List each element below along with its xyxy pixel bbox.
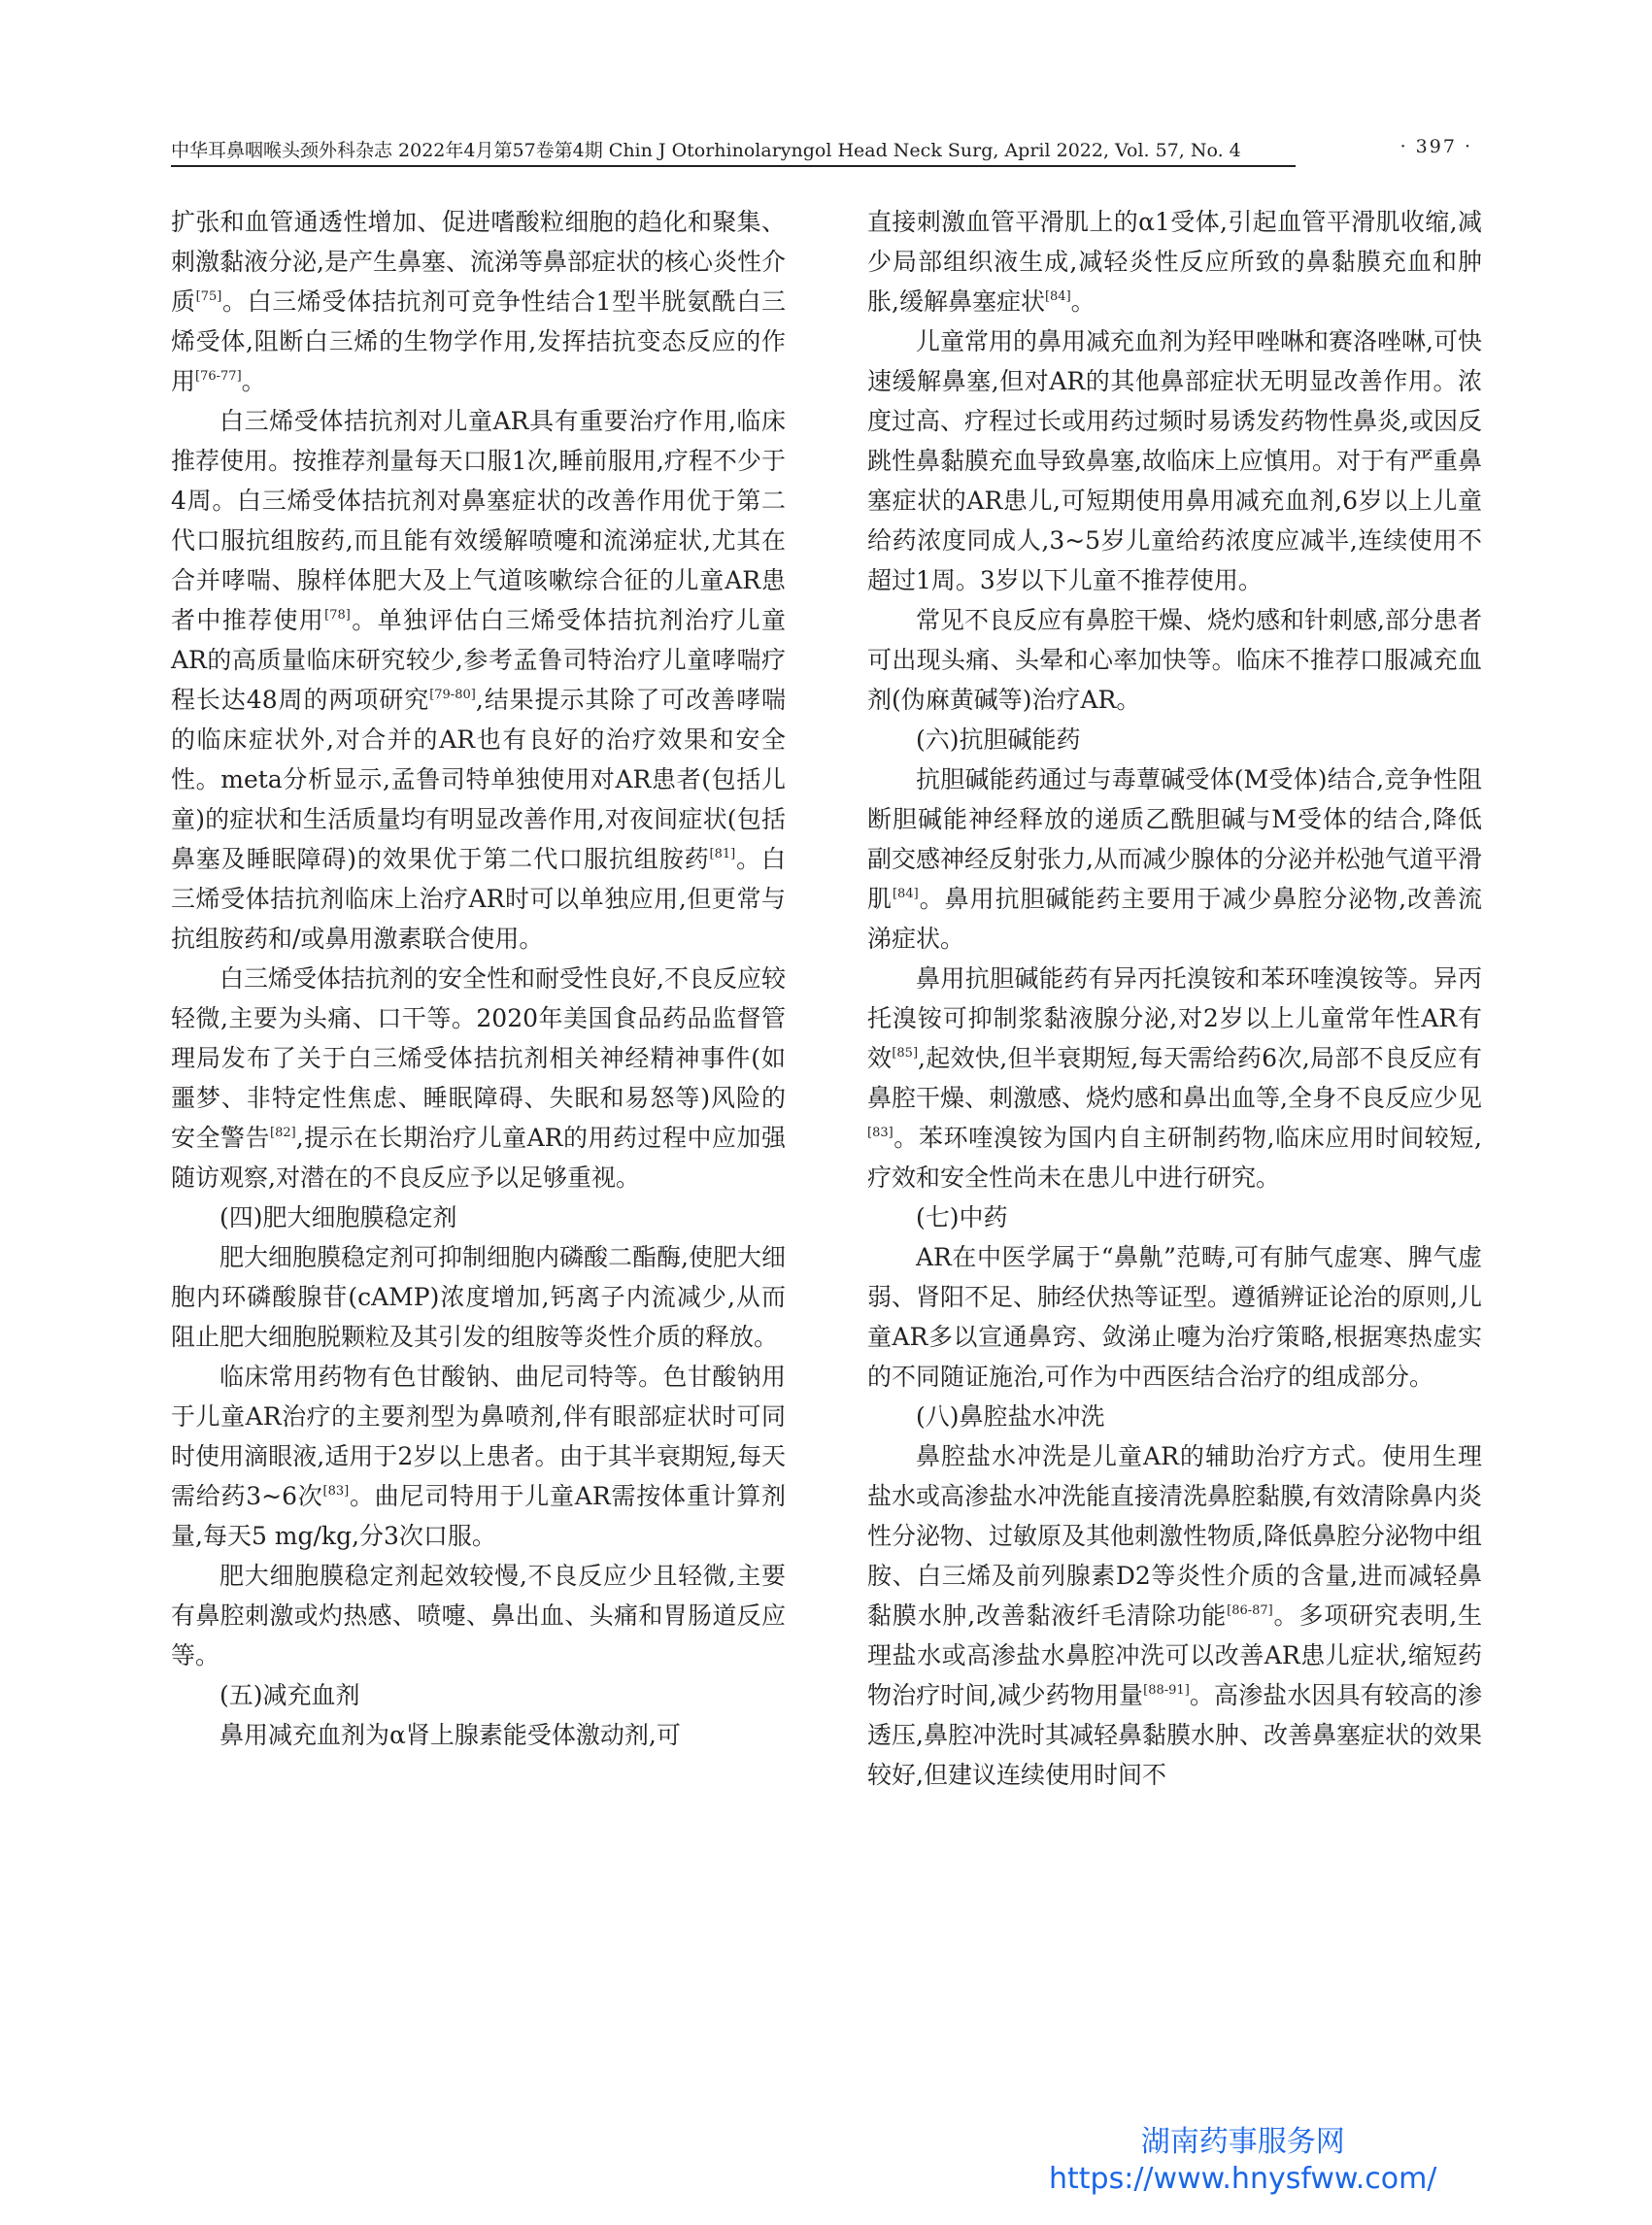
citation-ref: [83] [867, 1126, 893, 1140]
body-paragraph [867, 1237, 1482, 1397]
body-paragraph [867, 202, 1482, 321]
header-rule [171, 165, 1296, 167]
citation-ref: [86-87] [1227, 1603, 1273, 1618]
text-run: 。苯环喹溴铵为国内自主研制药物,临床应用时间较短,疗效和安全性尚未在患儿中进行研究。 [867, 1124, 1482, 1192]
citation-ref: [78] [324, 608, 351, 623]
citation-ref: [76-77] [195, 369, 242, 384]
text-run: 。鼻用抗胆碱能药主要用于减少鼻腔分泌物,改善流涕症状。 [867, 885, 1482, 953]
text-run: (七)中药 [916, 1203, 1008, 1231]
citation-ref: [79-80] [429, 688, 476, 702]
text-run: 临床常用药物有色甘酸钠、曲尼司特等。色甘酸钠用于儿童AR治疗的主要剂型为鼻喷剂,伴有眼部症状时可同时使用滴眼液,适用于2岁以上患者。由于其半衰期短,每天需给药3~6次 [171, 1363, 786, 1510]
text-run: (五)减充血剂 [219, 1681, 360, 1709]
watermark[interactable] [1049, 2124, 1436, 2198]
citation-ref: [82] [270, 1126, 296, 1140]
body-paragraph [171, 401, 786, 959]
text-run: 。 [241, 367, 266, 395]
section-heading [867, 720, 1482, 759]
citation-ref: [85] [892, 1046, 919, 1061]
text-run: (六)抗胆碱能药 [916, 725, 1081, 754]
text-run: 鼻用抗胆碱能药有异丙托溴铵和苯环喹溴铵等。异丙托溴铵可抑制浆黏液腺分泌,对2岁以上儿童常年性AR有效 [867, 964, 1482, 1072]
text-run: 白三烯受体拮抗剂的安全性和耐受性良好,不良反应较轻微,主要为头痛、口干等。2020年美国食品药品监督管理局发布了关于白三烯受体拮抗剂相关神经精神事件(如噩梦、非特定性焦虑、睡眠障碍、失眠和易怒等)风险的安全警告 [171, 964, 786, 1152]
text-run: 抗胆碱能药通过与毒蕈碱受体(M受体)结合,竞争性阻断胆碱能神经释放的递质乙酰胆碱与M受体的结合,降低副交感神经反射张力,从而减少腺体的分泌并松弛气道平滑肌 [867, 765, 1482, 913]
citation-ref: [83] [322, 1484, 350, 1499]
text-run: 肥大细胞膜稳定剂起效较慢,不良反应少且轻微,主要有鼻腔刺激或灼热感、喷嚏、鼻出血、头痛和胃肠道反应等。 [171, 1562, 786, 1669]
watermark-title: 湖南药事服务网 [1140, 2125, 1345, 2159]
text-run: 。高渗盐水因具有较高的渗透压,鼻腔冲洗时其减轻鼻黏膜水肿、改善鼻塞症状的效果较好,但建议连续使用时间不 [867, 1681, 1482, 1789]
text-run: 。白三烯受体拮抗剂可竞争性结合1型半胱氨酰白三烯受体,阻断白三烯的生物学作用,发挥拮抗变态反应的作用 [171, 287, 786, 395]
body-paragraph [867, 600, 1482, 720]
text-run: AR在中医学属于“鼻鼽”范畴,可有肺气虚寒、脾气虚弱、肾阳不足、肺经伏热等证型。遵循辨证论治的原则,儿童AR多以宣通鼻窍、敛涕止嚏为治疗策略,根据寒热虚实的不同随证施治,可作为中西医结合治疗的组成部分。 [867, 1243, 1482, 1391]
text-run: 直接刺激血管平滑肌上的α1受体,引起血管平滑肌收缩,减少局部组织液生成,减轻炎性反应所致的鼻黏膜充血和肿胀,缓解鼻塞症状 [867, 208, 1482, 316]
body-paragraph [171, 202, 786, 401]
body-paragraph [171, 1357, 786, 1556]
text-run: 儿童常用的鼻用减充血剂为羟甲唑啉和赛洛唑啉,可快速缓解鼻塞,但对AR的其他鼻部症状无明显改善作用。浓度过高、疗程过长或用药过频时易诱发药物性鼻炎,或因反跳性鼻黏膜充血导致鼻塞,故临床上应慎用。对于有严重鼻塞症状的AR患儿,可短期使用鼻用减充血剂,6岁以上儿童给药浓度同成人,3~5岁儿童给药浓度应减半,连续使用不超过1周。3岁以下儿童不推荐使用。 [867, 327, 1482, 594]
text-run: (四)肥大细胞膜稳定剂 [219, 1203, 457, 1231]
text-run: 白三烯受体拮抗剂对儿童AR具有重要治疗作用,临床推荐使用。按推荐剂量每天口服1次,睡前服用,疗程不少于4周。白三烯受体拮抗剂对鼻塞症状的改善作用优于第二代口服抗组胺药,而且能有效缓解喷嚏和流涕症状,尤其在合并哮喘、腺样体肥大及上气道咳嗽综合征的儿童AR患者中推荐使用 [171, 407, 786, 634]
body-paragraph [171, 1556, 786, 1675]
body-paragraph [867, 321, 1482, 600]
page-number: · 397 · [1399, 136, 1472, 157]
section-heading [867, 1197, 1482, 1237]
text-run: 。单独评估白三烯受体拮抗剂治疗儿童AR的高质量临床研究较少,参考孟鲁司特治疗儿童哮喘疗程长达48周的两项研究 [171, 606, 786, 714]
running-header [171, 132, 1472, 165]
citation-ref: [84] [1044, 289, 1071, 304]
citation-ref: [88-91] [1143, 1683, 1190, 1698]
citation-ref: [75] [195, 289, 222, 304]
text-run: ,提示在长期治疗儿童AR的用药过程中应加强随访观察,对潜在的不良反应予以足够重视。 [171, 1124, 786, 1192]
citation-ref: [84] [892, 887, 919, 901]
text-run: 。曲尼司特用于儿童AR需按体重计算剂量,每天5 mg/kg,分3次口服。 [171, 1482, 786, 1550]
text-run: 。白三烯受体拮抗剂临床上治疗AR时可以单独应用,但更常与抗组胺药和/或鼻用激素联合使用。 [171, 845, 786, 953]
text-run: 扩张和血管通透性增加、促进嗜酸粒细胞的趋化和聚集、刺激黏液分泌,是产生鼻塞、流涕等鼻部症状的核心炎性介质 [171, 208, 786, 316]
body-paragraph [867, 959, 1482, 1197]
right-column [867, 202, 1482, 1795]
section-heading [171, 1675, 786, 1715]
text-run: 鼻用减充血剂为α肾上腺素能受体激动剂,可 [219, 1721, 681, 1749]
body-paragraph [171, 1237, 786, 1357]
section-heading [867, 1397, 1482, 1436]
text-run: 肥大细胞膜稳定剂可抑制细胞内磷酸二酯酶,使肥大细胞内环磷酸腺苷(cAMP)浓度增加,钙离子内流减少,从而阻止肥大细胞脱颗粒及其引发的组胺等炎性介质的释放。 [171, 1243, 786, 1351]
text-run: 鼻腔盐水冲洗是儿童AR的辅助治疗方式。使用生理盐水或高渗盐水冲洗能直接清洗鼻腔黏膜,有效清除鼻内炎性分泌物、过敏原及其他刺激性物质,降低鼻腔分泌物中组胺、白三烯及前列腺素D2等炎性介质的含量,进而减轻鼻黏膜水肿,改善黏液纤毛清除功能 [867, 1442, 1482, 1630]
body-paragraph [867, 1436, 1482, 1795]
body-paragraph [171, 959, 786, 1197]
text-run: (八)鼻腔盐水冲洗 [916, 1402, 1105, 1431]
body-paragraph [867, 759, 1482, 959]
text-run: ,结果提示其除了可改善哮喘的临床症状外,对合并的AR也有良好的治疗效果和安全性。meta分析显示,孟鲁司特单独使用对AR患者(包括儿童)的症状和生活质量均有明显改善作用,对夜间症状(包括鼻塞及睡眠障碍)的效果优于第二代口服抗组胺药 [171, 686, 787, 873]
text-run: ,起效快,但半衰期短,每天需给药6次,局部不良反应有鼻腔干燥、刺激感、烧灼感和鼻出血等,全身不良反应少见 [867, 1044, 1482, 1112]
text-run: 。 [1070, 287, 1096, 316]
watermark-url[interactable]: https://www.hnysfww.com/ [1049, 2162, 1437, 2196]
text-run: 常见不良反应有鼻腔干燥、烧灼感和针刺感,部分患者可出现头痛、头晕和心率加快等。临床不推荐口服减充血剂(伪麻黄碱等)治疗AR。 [867, 606, 1482, 714]
body-paragraph [171, 1715, 786, 1755]
citation-ref: [81] [709, 847, 736, 861]
left-column [171, 202, 786, 1755]
text-run: 。多项研究表明,生理盐水或高渗盐水鼻腔冲洗可以改善AR患儿症状,缩短药物治疗时间,减少药物用量 [867, 1601, 1482, 1709]
journal-citation: 中华耳鼻咽喉头颈外科杂志 2022年4月第57卷第4期 Chin J Otorhinolaryngol Head Neck Surg, April 2022, Vol. 57, No. 4 [171, 140, 1241, 161]
section-heading [171, 1197, 786, 1237]
